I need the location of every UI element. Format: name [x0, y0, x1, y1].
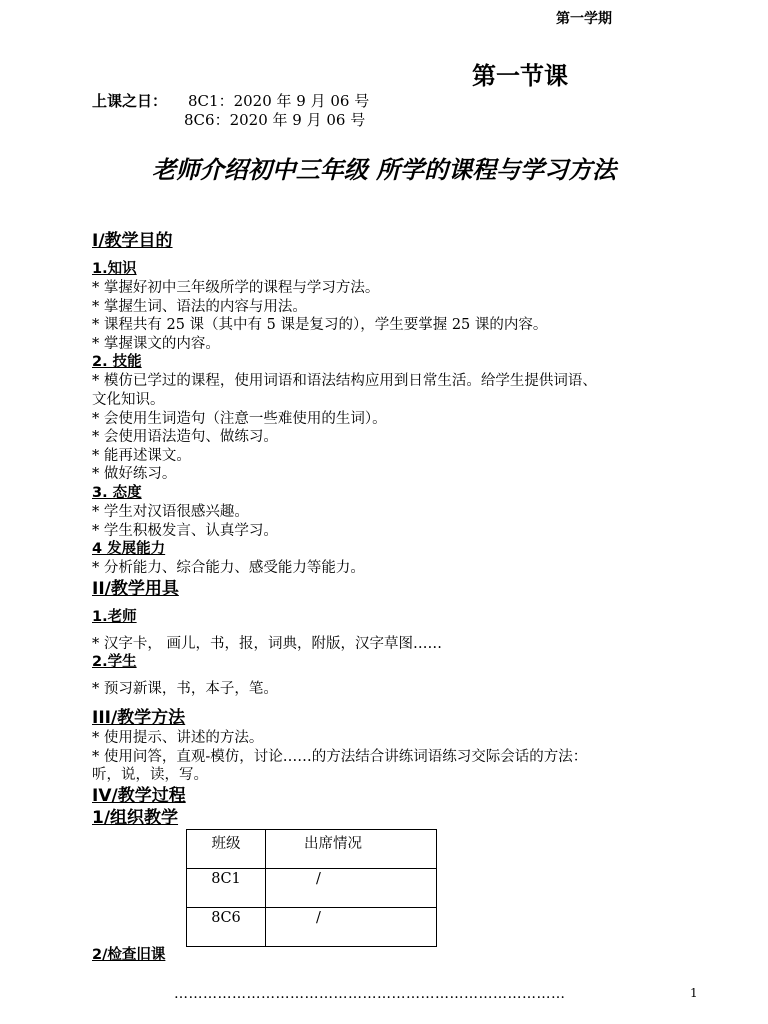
table-header-row [187, 830, 437, 869]
table-row [187, 869, 437, 908]
list-item: * 学生对汉语很感兴趣。 [92, 503, 249, 520]
class-date-8c6: 8C6：2020 年 9 月 06 号 [184, 111, 366, 129]
list-item: 文化知识。 [92, 391, 165, 408]
list-item: 听，说，读，写。 [92, 767, 208, 784]
section-objectives-heading: I/教学目的 [92, 231, 173, 251]
attendance-header-text: 出席情况 [304, 836, 362, 852]
teacher-heading: 1.老师 [92, 608, 137, 625]
review-lesson-heading: 2/检查旧课 [92, 947, 166, 963]
attendance-table [186, 829, 437, 947]
class-cell: 8C6 [187, 908, 266, 947]
attendance-column-header [266, 830, 437, 869]
knowledge-heading: 1.知识 [92, 261, 137, 277]
list-item: * 掌握生词、语法的内容与用法。 [92, 298, 307, 315]
student-heading: 2.学生 [92, 654, 137, 671]
section-methods-heading: III/教学方法 [92, 707, 186, 728]
skills-heading: 2. 技能 [92, 354, 142, 371]
class-date-label: 上课之日： [92, 92, 168, 110]
list-item: * 预习新课，书，本子，笔。 [92, 681, 278, 698]
class-date-8c1: 8C1：2020 年 9 月 06 号 [188, 92, 370, 110]
lesson-plan-body [92, 230, 712, 829]
page-number: 1 [690, 986, 698, 1000]
list-item: * 能再述课文。 [92, 447, 191, 464]
list-item: * 使用提示、讲述的方法。 [92, 729, 264, 746]
section-materials-heading: II/教学用具 [92, 578, 179, 599]
list-item: * 学生积极发言、认真学习。 [92, 522, 278, 539]
list-item: * 掌握课文的内容。 [92, 335, 220, 352]
organize-class-heading: 1/组织教学 [92, 807, 179, 828]
list-item: * 会使用语法造句、做练习。 [92, 429, 278, 446]
list-item: * 模仿已学过的课程，使用词语和语法结构应用到日常生活。给学生提供词语、 [92, 373, 597, 390]
table-row [187, 908, 437, 947]
lesson-title: 第一节课 [472, 62, 568, 90]
list-item: * 汉字卡， 画儿，书，报，词典，附版，汉字草图…… [92, 635, 442, 652]
main-title: 老师介绍初中三年级 所学的课程与学习方法 [151, 155, 617, 184]
list-item: * 掌握好初中三年级所学的课程与学习方法。 [92, 280, 380, 296]
ability-heading: 4 发展能力 [92, 541, 166, 558]
class-cell: 8C1 [187, 869, 266, 908]
list-item: * 课程共有 25 课（其中有 5 课是复习的），学生要掌握 25 课的内容。 [92, 317, 548, 334]
list-item: * 分析能力、综合能力、感受能力等能力。 [92, 560, 365, 577]
attendance-cell [266, 908, 437, 947]
section-process-heading: IV/教学过程 [92, 785, 186, 806]
term-label: 第一学期 [556, 11, 612, 27]
class-column-header: 班级 [187, 830, 266, 869]
list-item: * 使用问答，直观-模仿，讨论……的方法结合讲练词语练习交际会话的方法： [92, 748, 588, 765]
attendance-value: / [316, 871, 321, 887]
list-item: * 会使用生词造句（注意一些难使用的生词）。 [92, 410, 387, 427]
attendance-cell [266, 869, 437, 908]
attendance-value: / [316, 910, 321, 926]
list-item: * 做好练习。 [92, 466, 177, 483]
attitude-heading: 3. 态度 [92, 484, 142, 501]
footer-dotted-line: ……………………………………………………………………… [174, 986, 566, 1002]
